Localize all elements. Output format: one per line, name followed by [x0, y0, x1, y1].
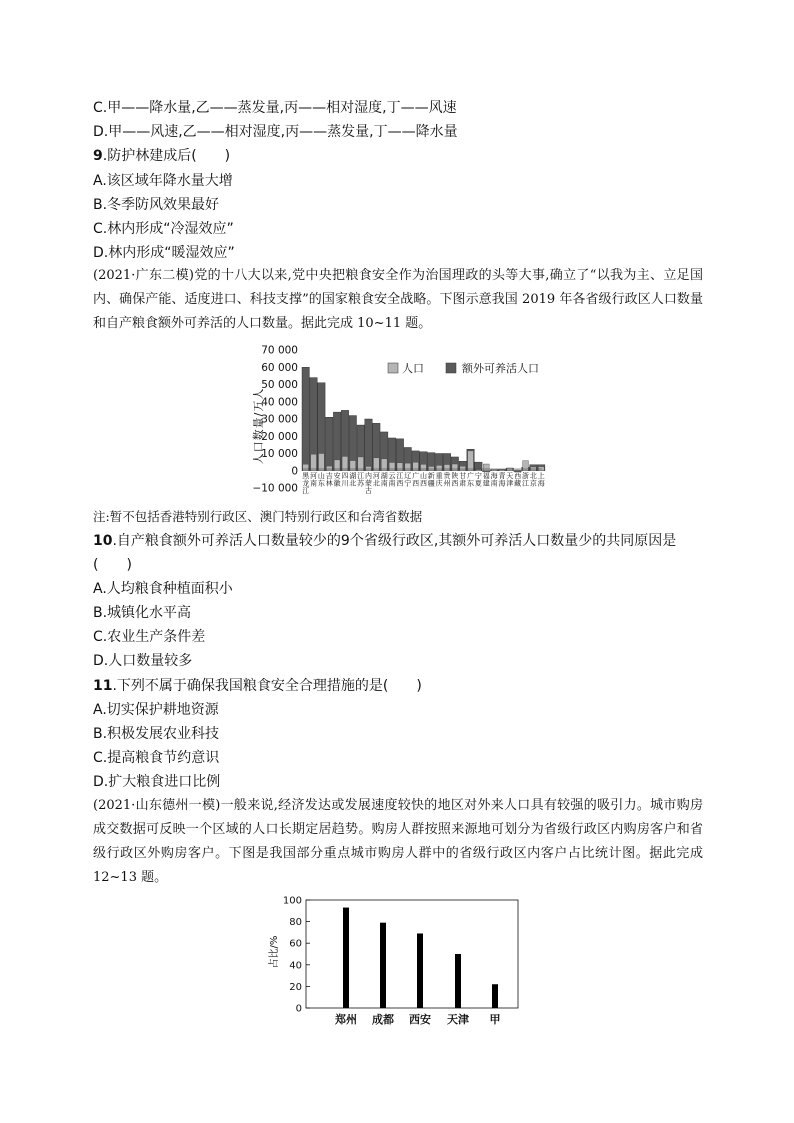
bar-population [303, 464, 309, 471]
y-tick-label: 20 000 [261, 430, 298, 443]
bar-population [483, 464, 489, 471]
x-tick-label: 北 [372, 479, 380, 488]
bar-in-province-share [343, 908, 349, 1008]
x-tick-label: 肃 [459, 479, 467, 488]
x-tick-label: 州 [443, 479, 451, 488]
bar-population [468, 451, 474, 471]
x-tick-label: 西 [514, 472, 522, 480]
bar-population [319, 454, 325, 471]
bar-in-province-share [492, 984, 498, 1008]
passage-grain-security: (2021·广东二模)党的十八大以来,党中央把粮食安全作为治国理政的头等大事,确立了“以我为主、立足国内、确保产能、适度进口、科技支撑”的国家粮食安全战略。下图示意我国 2019 年各省级行政区人口数量和自产粮食额外可养活的人口数量。据此完成 10~11 题。 [93, 268, 703, 331]
x-tick-label: 龙 [302, 479, 310, 488]
question-number: 11 [93, 678, 113, 694]
x-tick-label: 北 [349, 479, 357, 488]
x-tick-label: 宁 [474, 472, 482, 480]
bar-extra-population [326, 417, 333, 470]
x-tick-label: 建 [482, 479, 490, 488]
population-chart [240, 340, 570, 505]
x-tick-label: 西 [419, 479, 427, 488]
x-tick-label: 福 [482, 472, 490, 480]
x-tick-label: 庆 [435, 479, 443, 488]
bar-population [389, 462, 395, 470]
y-tick-label: 40 000 [261, 396, 298, 409]
chart-note: 注:暂不包括香港特别行政区、澳门特别行政区和台湾省数据 [93, 509, 423, 524]
x-tick-label: 徽 [333, 479, 341, 488]
legend-swatch-population [388, 363, 398, 373]
x-tick-label: 古 [365, 487, 372, 495]
x-tick-label: 天津 [447, 1013, 469, 1026]
q10-paren: ( ) [93, 557, 132, 573]
q9-option-d: D.林内形成“暖湿效应” [93, 245, 235, 261]
x-tick-label: 北 [529, 472, 537, 480]
bar-population [460, 466, 466, 470]
bar-population [499, 470, 505, 471]
x-tick-label: 四 [341, 472, 349, 480]
bar-population [358, 457, 364, 471]
bar-population [507, 468, 513, 471]
y-tick-label: 0 [291, 465, 298, 478]
x-tick-label: 山 [317, 472, 325, 480]
x-tick-label: 夏 [474, 479, 482, 488]
x-tick-label: 甘 [459, 472, 467, 480]
question-number: 10 [93, 533, 113, 549]
bar-in-province-share [417, 933, 423, 1008]
bar-population [491, 469, 497, 471]
x-tick-label: 川 [341, 479, 349, 488]
x-tick-label: 南 [380, 479, 388, 488]
x-tick-label: 南 [490, 479, 498, 488]
option-d-prev: D.甲——风速,乙——相对湿度,丙——蒸发量,丁——降水量 [93, 124, 458, 140]
x-tick-label: 宁 [404, 479, 412, 488]
x-tick-label: 内 [365, 472, 372, 480]
bar-population [428, 466, 434, 470]
x-tick-label: 西安 [409, 1013, 431, 1026]
option-c-prev: C.甲——降水量,乙——蒸发量,丙——相对湿度,丁——风速 [93, 100, 457, 116]
x-tick-label: 蒙 [365, 479, 372, 488]
x-tick-label: 海 [537, 479, 545, 488]
x-tick-label: 重 [435, 472, 443, 480]
x-tick-label: 贵 [443, 472, 451, 480]
x-tick-label: 浙 [522, 472, 529, 480]
bar-in-province-share [380, 923, 386, 1008]
y-tick-label: −10 000 [252, 482, 298, 495]
bar-population [366, 466, 372, 470]
question-stem: .下列不属于确保我国粮食安全合理措施的是( ) [112, 678, 422, 694]
bar-population [452, 464, 458, 471]
x-tick-label: 吉 [325, 472, 333, 480]
bar-population [515, 470, 521, 471]
y-tick-label: 80 [289, 917, 302, 929]
x-tick-label: 海 [498, 479, 506, 488]
x-tick-label: 陕 [451, 472, 459, 480]
y-tick-label: 20 [289, 981, 302, 993]
x-tick-label: 藏 [514, 479, 522, 488]
x-tick-label: 成都 [372, 1013, 394, 1026]
x-tick-label: 江 [396, 472, 404, 480]
x-tick-label: 西 [451, 479, 459, 488]
q11-option-d: D.扩大粮食进口比例 [93, 774, 221, 790]
question-stem: .防护林建成后( ) [102, 148, 231, 164]
bar-population [397, 463, 403, 471]
x-tick-label: 海 [490, 472, 498, 480]
x-tick-label: 苏 [357, 479, 365, 488]
y-tick-label: 30 000 [261, 413, 298, 426]
bar-extra-population [365, 419, 372, 471]
bar-population [421, 464, 427, 470]
x-tick-label: 河 [310, 472, 318, 480]
bar-population [436, 465, 442, 470]
bar-population [311, 454, 317, 471]
x-tick-label: 广 [467, 472, 475, 480]
y-axis-label: 人口数量/万人 [252, 387, 265, 465]
x-tick-label: 辽 [404, 472, 412, 480]
x-tick-label: 青 [498, 472, 506, 480]
bar-in-province-share [455, 954, 461, 1008]
x-tick-label: 江 [357, 472, 365, 480]
x-tick-label: 山 [419, 472, 427, 480]
x-tick-label: 湖 [349, 472, 357, 480]
q9-option-b: B.冬季防风效果最好 [93, 197, 220, 213]
legend-label-extra: 额外可养活人口 [462, 362, 539, 375]
x-tick-label: 河 [372, 472, 380, 480]
x-tick-label: 甲 [489, 1013, 501, 1026]
y-tick-label: 60 [289, 938, 302, 950]
y-tick-label: 70 000 [261, 344, 298, 357]
q11-option-b: B.积极发展农业科技 [93, 726, 220, 742]
q9-option-a: A.该区域年降水量大增 [93, 173, 233, 189]
bar-population [413, 462, 419, 470]
y-tick-label: 0 [295, 1003, 302, 1015]
y-tick-label: 100 [282, 895, 302, 907]
x-tick-label: 东 [317, 479, 325, 488]
x-tick-label: 京 [529, 479, 537, 488]
x-tick-label: 郑州 [335, 1013, 357, 1026]
question-11 [93, 677, 422, 695]
y-tick-label: 50 000 [261, 379, 298, 391]
x-tick-label: 上 [537, 472, 545, 480]
bar-population [342, 456, 348, 470]
y-tick-label: 60 000 [261, 361, 298, 374]
x-tick-label: 江 [302, 487, 310, 495]
q10-option-a: A.人均粮食种植面积小 [93, 581, 233, 597]
question-number: 9 [93, 148, 103, 164]
y-tick-label: 40 [289, 960, 302, 972]
plot-frame [306, 900, 518, 1008]
legend-label-population: 人口 [402, 362, 424, 375]
q10-option-b: B.城镇化水平高 [93, 605, 192, 621]
x-tick-label: 林 [325, 479, 333, 488]
bar-population [476, 470, 482, 471]
x-tick-label: 津 [506, 479, 514, 488]
bar-population [444, 465, 450, 471]
x-tick-label: 安 [333, 472, 341, 480]
q9-option-c: C.林内形成“冷湿效应” [93, 221, 234, 237]
x-tick-label: 南 [310, 479, 318, 488]
x-tick-label: 西 [396, 479, 404, 488]
x-tick-label: 天 [506, 472, 514, 480]
q10-option-d: D.人口数量较多 [93, 653, 193, 669]
x-tick-label: 南 [388, 479, 396, 488]
passage-housing: (2021·山东德州一模)一般来说,经济发达或发展速度较快的地区对外来人口具有较强的吸引力。城市购房成交数据可反映一个区域的人口长期定居趋势。购房人群按照来源地可划分为省级行政区内购房客户和省级行政区外购房客户。下图是我国部分重点城市购房人群中的省级行政区内客户占比统计图。据此完成 12~13 题。 [93, 798, 703, 885]
bar-population [326, 466, 332, 471]
x-tick-label: 西 [412, 479, 420, 488]
x-tick-label: 湖 [380, 472, 388, 480]
question-10 [93, 532, 676, 550]
q10-option-c: C.农业生产条件差 [93, 629, 206, 645]
x-tick-label: 广 [412, 472, 420, 480]
x-tick-label: 新 [427, 472, 435, 480]
question-stem: .自产粮食额外可养活人口数量较少的9个省级行政区,其额外可养活人口数量少的共同原因是 [112, 533, 677, 549]
x-tick-label: 江 [522, 479, 529, 488]
bar-extra-population [302, 367, 309, 471]
y-axis-label: 占比/% [269, 935, 280, 969]
legend-swatch-extra [446, 363, 456, 373]
x-tick-label: 云 [388, 472, 396, 480]
y-tick-label: 10 000 [261, 448, 298, 460]
q11-option-c: C.提高粮食节约意识 [93, 750, 220, 766]
resident-ratio-chart [262, 890, 532, 1035]
legend [388, 361, 539, 375]
bar-population [405, 463, 411, 471]
bar-population [538, 467, 544, 471]
q11-option-a: A.切实保护耕地资源 [93, 702, 219, 718]
x-tick-label: 东 [467, 479, 475, 488]
question-9 [93, 147, 230, 165]
x-tick-label: 黑 [302, 472, 310, 480]
x-tick-label: 疆 [427, 479, 435, 488]
